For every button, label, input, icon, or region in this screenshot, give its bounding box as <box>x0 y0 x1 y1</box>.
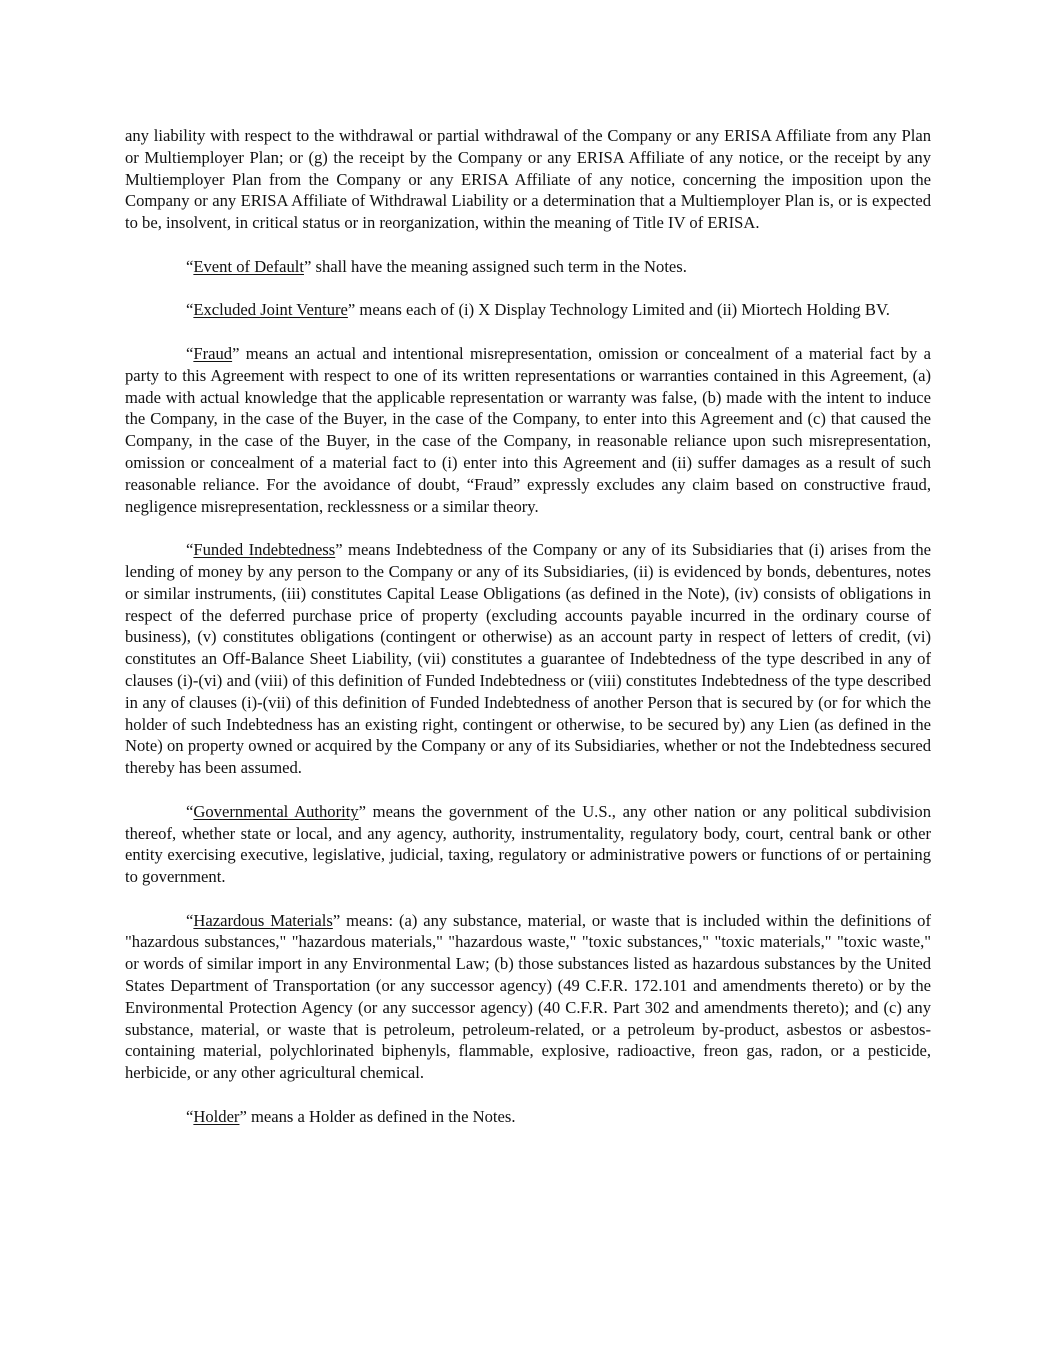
definition-event-of-default <box>125 256 931 278</box>
defined-term: Holder <box>193 1106 240 1126</box>
definition-text: ” means each of (i) X Display Technology Limited and (ii) Miortech Holding BV. <box>347 300 890 320</box>
defined-term: Event of Default <box>193 256 304 276</box>
definition-text: ” means a Holder as defined in the Notes. <box>239 1106 516 1126</box>
open-quote: “ <box>186 910 194 930</box>
definition-text: ” means: (a) any substance, material, or waste that is included within the definitions of "hazardous substances," "hazardous materials," "hazardous waste," "toxic substances," "toxic materials," "toxic waste," or words of similar import in any Environmental Law; (b) those substances listed as hazardous substances by the United States Department of Transportation (or any successor agency) (49 C.F.R. 172.101 and amendments thereto) or by the Environmental Protection Agency (or any successor agency) (40 C.F.R. Part 302 and amendments thereto); and (c) any substance, material, or waste that is petroleum, petroleum-related, or a petroleum by-product, asbestos or asbestos-containing material, polychlorinated biphenyls, flammable, explosive, radioactive, freon gas, radon, or a pesticide, herbicide, or any other agricultural chemical. <box>125 910 931 1083</box>
defined-term: Governmental Authority <box>193 801 359 821</box>
open-quote: “ <box>186 343 194 363</box>
definition-hazardous-materials <box>125 910 931 1084</box>
paragraph-erisa-continuation: any liability with respect to the withdrawal or partial withdrawal of the Company or any ERISA Affiliate from any Plan or Multiemployer Plan; or (g) the receipt by the Company or any ERISA Affiliate of any notice, or the receipt by any Multiemployer Plan from the Company or any ERISA Affiliate of any notice, concerning the imposition upon the Company or any ERISA Affiliate of Withdrawal Liability or a determination that a Multiemployer Plan is, or is expected to be, insolvent, in critical status or in reorganization, within the meaning of Title IV of ERISA. <box>125 126 931 233</box>
definition-text: ” means an actual and intentional misrepresentation, omission or concealment of a material fact by a party to this Agreement with respect to one of its written representations or warranties contained in this Agreement, (a) made with actual knowledge that the applicable representation or warranty was false, (b) made with the intent to induce the Company, in the case of the Buyer, in the case of the Company, to enter into this Agreement and (c) that caused the Company, in the case of the Buyer, in the case of the Company, in reasonable reliance upon such misrepresentation, omission or concealment of a material fact to (i) enter into this Agreement and (ii) suffer damages as a result of such reasonable reliance. For the avoidance of doubt, “Fraud” expressly excludes any claim based on constructive fraud, negligence misrepresentation, recklessness or a similar theory. <box>125 343 931 516</box>
open-quote: “ <box>186 540 194 560</box>
definition-excluded-joint-venture <box>125 299 931 321</box>
open-quote: “ <box>186 300 194 320</box>
defined-term: Excluded Joint Venture <box>193 300 348 320</box>
definition-fraud <box>125 343 931 517</box>
definition-governmental-authority <box>125 801 931 888</box>
definition-text: ” means the government of the U.S., any other nation or any political subdivision thereof, whether state or local, and any agency, authority, instrumentality, regulatory body, court, central bank or other entity exercising executive, legislative, judicial, taxing, regulatory or administrative powers or functions of or pertaining to government. <box>125 801 931 887</box>
open-quote: “ <box>186 1106 194 1126</box>
defined-term: Funded Indebtedness <box>193 540 336 560</box>
defined-term: Fraud <box>193 343 233 363</box>
document-page <box>125 125 931 1149</box>
defined-term: Hazardous Materials <box>193 910 333 930</box>
open-quote: “ <box>186 801 194 821</box>
open-quote: “ <box>186 256 194 276</box>
definition-holder <box>125 1106 931 1128</box>
definition-text: ” means Indebtedness of the Company or any of its Subsidiaries that (i) arises from the lending of money by any person to the Company or any of its Subsidiaries, (ii) is evidenced by bonds, debentures, notes or similar instruments, (iii) constitutes Capital Lease Obligations (as defined in the Note), (iv) consists of obligations in respect of the deferred purchase price of property (excluding accounts payable incurred in the ordinary course of business), (v) constitutes obligations (contingent or otherwise) as an account party in respect of letters of credit, (vi) constitutes an Off-Balance Sheet Liability, (vii) constitutes a guarantee of Indebtedness of the type described in any of clauses (i)-(vi) and (viii) of this definition of Funded Indebtedness or (viii) constitutes Indebtedness of the type described in any of clauses (i)-(vii) of this definition of Funded Indebtedness of another Person that is secured by (or for which the holder of such Indebtedness has an existing right, contingent or otherwise, to be secured by) any Lien (as defined in the Note) on property owned or acquired by the Company or any of its Subsidiaries, whether or not the Indebtedness secured thereby has been assumed. <box>125 540 932 778</box>
definition-text: ” shall have the meaning assigned such term in the Notes. <box>303 256 687 276</box>
definition-funded-indebtedness <box>125 539 931 779</box>
